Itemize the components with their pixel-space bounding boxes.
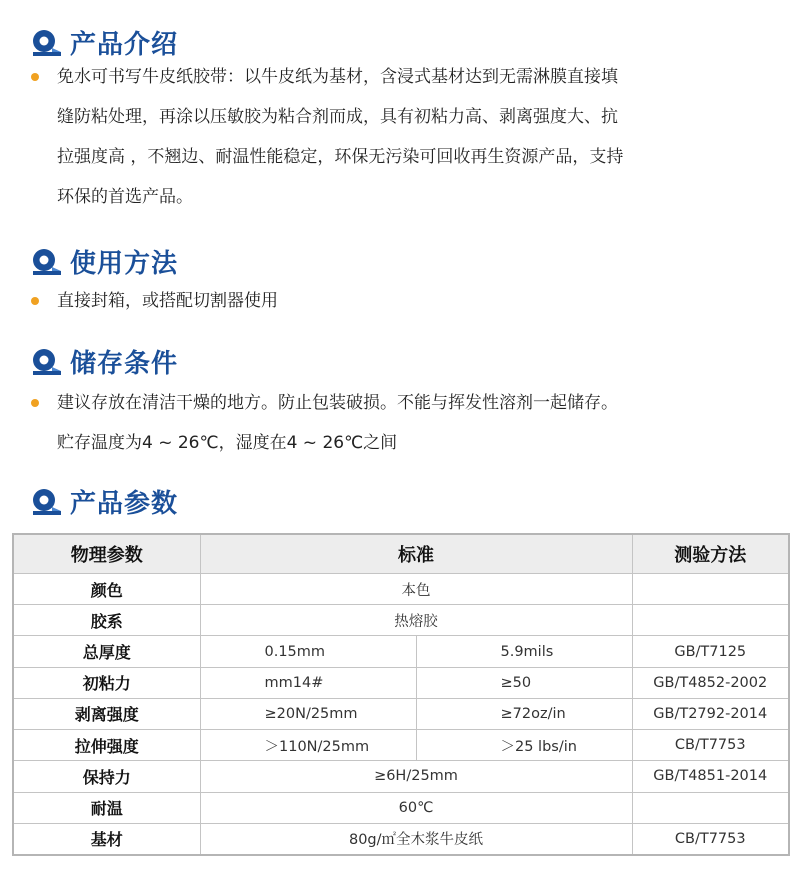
param-label: 剥离强度: [13, 698, 200, 729]
table-row: [13, 792, 789, 823]
param-value: ＞110N/25mm: [200, 730, 416, 761]
section-heading: 产品参数: [70, 489, 179, 519]
tape-roll-icon: [30, 28, 64, 58]
param-method: GB/T7125: [632, 636, 789, 667]
section-heading: 储存条件: [70, 349, 179, 379]
param-value-imperial: ≥50: [416, 667, 632, 698]
table-row: [13, 698, 789, 729]
table-row: [13, 667, 789, 698]
text-line: 免水可书写牛皮纸胶带：以牛皮纸为基材，含浸式基材达到无需淋膜直接填: [57, 67, 618, 87]
section-heading: 使用方法: [70, 249, 179, 279]
param-label: 初粘力: [13, 667, 200, 698]
text-line: 建议存放在清洁干燥的地方。防止包装破损。不能与挥发性溶剂一起储存。: [57, 393, 618, 413]
storage-paragraph: [57, 383, 767, 463]
param-method: CB/T7753: [632, 730, 789, 761]
params-table: [12, 533, 790, 856]
param-value: 热熔胶: [200, 605, 632, 636]
param-value-imperial: 5.9mils: [416, 636, 632, 667]
param-value-imperial: ＞25 lbs/in: [416, 730, 632, 761]
param-value: ≥6H/25mm: [200, 761, 632, 792]
param-value: mm14#: [200, 667, 416, 698]
param-label: 耐温: [13, 792, 200, 823]
header-cell: 物理参数: [13, 534, 200, 574]
bullet-dot: [31, 73, 39, 81]
intro-paragraph: [57, 57, 767, 217]
param-method: [632, 574, 789, 605]
section-title-storage: [30, 343, 178, 380]
text-line: 环保的首选产品。: [57, 187, 193, 207]
table-row: [13, 730, 789, 761]
section-title-params: [30, 483, 178, 520]
param-method: GB/T2792-2014: [632, 698, 789, 729]
usage-paragraph: [57, 281, 767, 321]
param-label: 胶系: [13, 605, 200, 636]
param-method: GB/T4851-2014: [632, 761, 789, 792]
table-row: [13, 636, 789, 667]
param-value: 本色: [200, 574, 632, 605]
bullet-dot: [31, 399, 39, 407]
param-method: [632, 792, 789, 823]
param-label: 颜色: [13, 574, 200, 605]
header-cell: 标准: [200, 534, 632, 574]
param-method: GB/T4852-2002: [632, 667, 789, 698]
section-title-usage: [30, 243, 178, 280]
table-header-row: [13, 534, 789, 574]
param-method: CB/T7753: [632, 823, 789, 855]
param-value: ≥20N/25mm: [200, 698, 416, 729]
section-heading: 产品介绍: [70, 30, 179, 60]
text-line: 直接封箱，或搭配切割器使用: [57, 291, 278, 311]
text-line: 拉强度高 ，不翘边、耐温性能稳定，环保无污染可回收再生资源产品，支持: [57, 147, 624, 167]
header-cell: 测验方法: [632, 534, 789, 574]
bullet-dot: [31, 297, 39, 305]
param-value: 0.15mm: [200, 636, 416, 667]
text-line: 贮存温度为4 ~ 26℃，湿度在4 ~ 26℃之间: [57, 433, 398, 453]
param-label: 保持力: [13, 761, 200, 792]
tape-roll-icon: [30, 347, 64, 377]
param-value-imperial: ≥72oz/in: [416, 698, 632, 729]
param-value: 80g/㎡全木浆牛皮纸: [200, 823, 632, 855]
tape-roll-icon: [30, 247, 64, 277]
param-method: [632, 605, 789, 636]
text-line: 缝防粘处理，再涂以压敏胶为粘合剂而成，具有初粘力高、剥离强度大、抗: [57, 107, 618, 127]
tape-roll-icon: [30, 487, 64, 517]
table-row: [13, 823, 789, 855]
param-label: 拉伸强度: [13, 730, 200, 761]
param-label: 总厚度: [13, 636, 200, 667]
section-title-intro: [30, 24, 178, 61]
table-row: [13, 574, 789, 605]
table-row: [13, 761, 789, 792]
table-row: [13, 605, 789, 636]
param-label: 基材: [13, 823, 200, 855]
param-value: 60℃: [200, 792, 632, 823]
